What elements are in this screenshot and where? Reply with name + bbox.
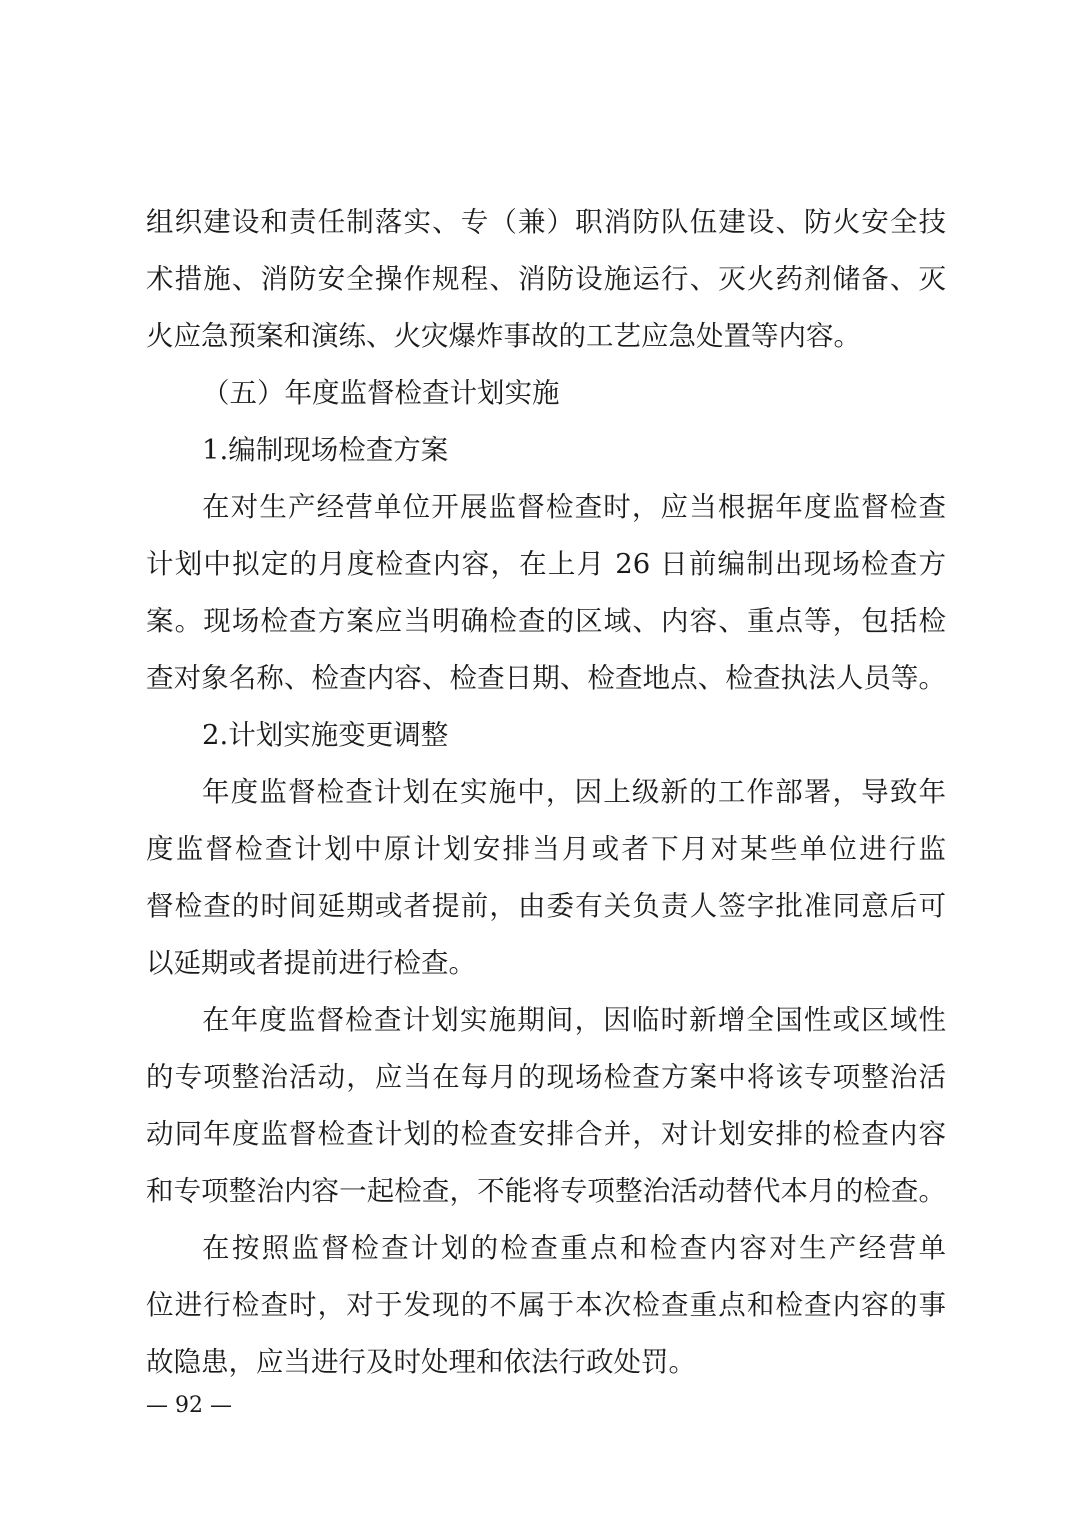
body-text-line: 火应急预案和演练、火灾爆炸事故的工艺应急处置等内容。 [146, 320, 861, 352]
body-text-line: 年度监督检查计划在实施中，因上级新的工作部署，导致年 [202, 776, 946, 808]
subsection-heading: 1.编制现场检查方案 [202, 434, 449, 466]
body-text-line: 和专项整治内容一起检查，不能将专项整治活动替代本月的检查。 [146, 1175, 946, 1207]
body-text-line: 查对象名称、检查内容、检查日期、检查地点、检查执法人员等。 [146, 662, 946, 694]
page-number: — 92 — [146, 1393, 232, 1418]
subsection-heading: 2.计划实施变更调整 [202, 719, 449, 751]
body-text-line: 以延期或者提前进行检查。 [146, 947, 476, 979]
body-text-line: 在按照监督检查计划的检查重点和检查内容对生产经营单 [202, 1232, 946, 1264]
body-text-line: 在对生产经营单位开展监督检查时，应当根据年度监督检查 [202, 491, 946, 523]
body-text-line: 动同年度监督检查计划的检查安排合并，对计划安排的检查内容 [146, 1118, 946, 1150]
body-text-line: 督检查的时间延期或者提前，由委有关负责人签字批准同意后可 [146, 890, 946, 922]
body-text-line: 故隐患，应当进行及时处理和依法行政处罚。 [146, 1346, 696, 1378]
body-text-line: 术措施、消防安全操作规程、消防设施运行、灭火药剂储备、灭 [146, 263, 946, 295]
body-text-line: 组织建设和责任制落实、专（兼）职消防队伍建设、防火安全技 [146, 206, 946, 238]
section-heading: （五）年度监督检查计划实施 [202, 377, 560, 409]
body-text-line: 的专项整治活动，应当在每月的现场检查方案中将该专项整治活 [146, 1061, 946, 1093]
body-text-line: 在年度监督检查计划实施期间，因临时新增全国性或区域性 [202, 1004, 946, 1036]
body-text-line: 度监督检查计划中原计划安排当月或者下月对某些单位进行监 [146, 833, 946, 865]
body-text-line: 位进行检查时，对于发现的不属于本次检查重点和检查内容的事 [146, 1289, 946, 1321]
body-text-line: 计划中拟定的月度检查内容，在上月 26 日前编制出现场检查方 [146, 548, 946, 580]
body-text-line: 案。现场检查方案应当明确检查的区域、内容、重点等，包括检 [146, 605, 946, 637]
